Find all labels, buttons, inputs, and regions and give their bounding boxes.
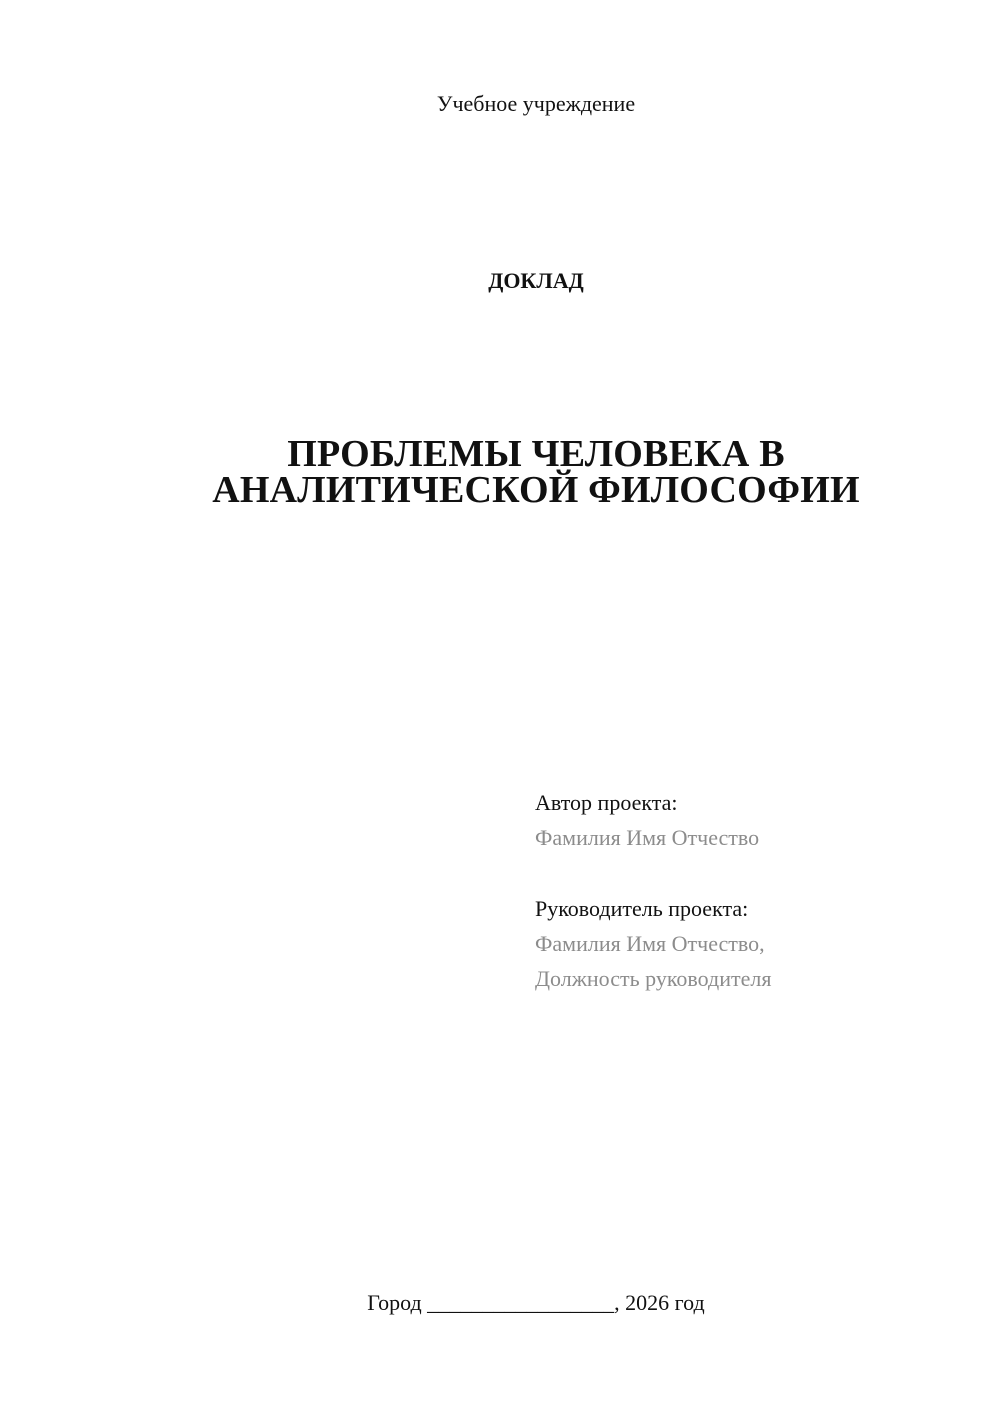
supervisor-position: Должность руководителя — [535, 966, 772, 991]
author-label: Автор проекта: — [535, 790, 678, 815]
author-name: Фамилия Имя Отчество — [535, 825, 760, 850]
report-title-line-2: АНАЛИТИЧЕСКОЙ ФИЛОСОФИИ — [212, 469, 860, 511]
city-year-footer: Город _________________, 2026 год — [367, 1290, 705, 1315]
author-block — [535, 785, 759, 855]
institution-name: Учебное учреждение — [436, 91, 636, 116]
supervisor-name: Фамилия Имя Отчество, — [535, 931, 765, 956]
supervisor-label: Руководитель проекта: — [535, 896, 749, 921]
report-title — [0, 433, 1000, 511]
supervisor-block — [535, 891, 771, 996]
report-title-line-1: ПРОБЛЕМЫ ЧЕЛОВЕКА В — [287, 433, 785, 475]
document-type: ДОКЛАД — [488, 268, 584, 293]
